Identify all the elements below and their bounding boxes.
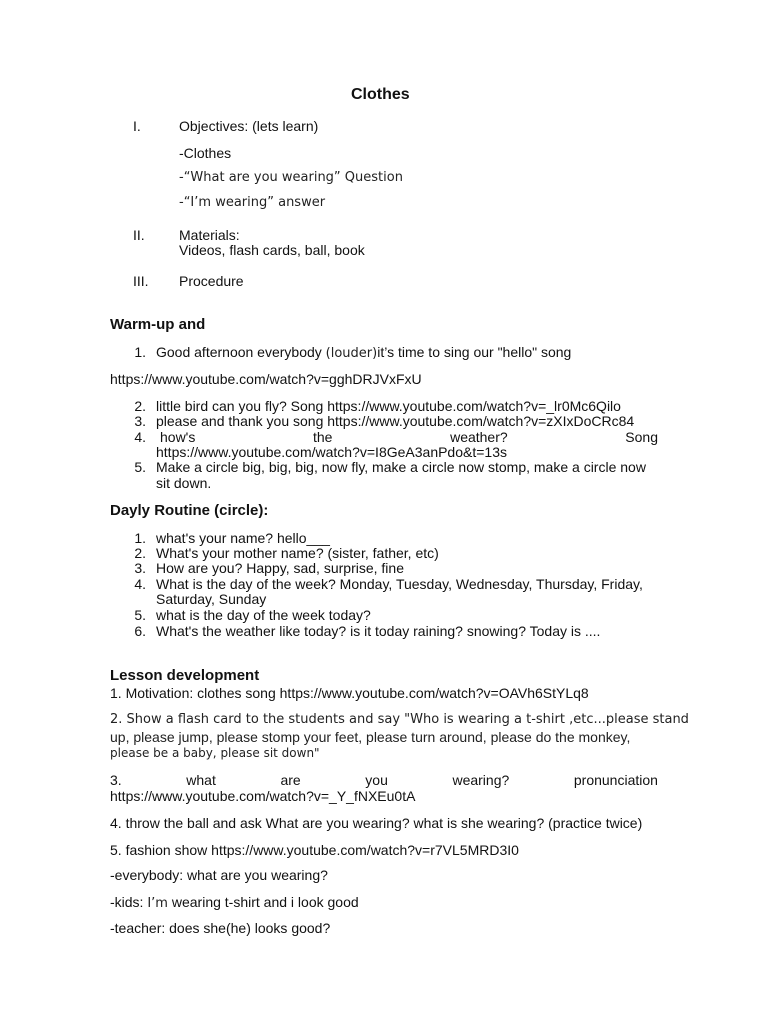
lesson-motivation: 1. Motivation: clothes song https://www.youtube.com/watch?v=OAVh6StYLq8 [110, 685, 589, 701]
list-item: How are you? Happy, sad, surprise, fine [156, 560, 404, 576]
section-heading-warmup: Warm-up and [110, 316, 206, 333]
section-heading-lesson: Lesson development [110, 667, 260, 684]
list-number: 6. [134, 623, 146, 639]
song-url: https://www.youtube.com/watch?v=gghDRJVxFxU [110, 371, 422, 387]
list-item: What's the weather like today? is it today raining? snowing? Today is .... [156, 623, 601, 639]
lesson-item-5: 5. fashion show https://www.youtube.com/watch?v=r7VL5MRD3I0 [110, 842, 519, 858]
word: you [365, 772, 388, 788]
section-heading-routine: Dayly Routine (circle): [110, 502, 269, 519]
dialogue-teacher: -teacher: does she(he) looks good? [110, 920, 331, 936]
objective-line: -Clothes [179, 145, 232, 161]
outline-numeral: III. [133, 273, 149, 289]
word: pronunciation [573, 772, 658, 788]
outline-label: Procedure [179, 273, 244, 289]
list-item-justified [160, 429, 658, 445]
objective-line: -“What are you wearing” Question [179, 170, 403, 185]
list-number: 1. [134, 530, 146, 546]
word: Song [625, 429, 658, 445]
song-url: https://www.youtube.com/watch?v=I8GeA3anPdo&t=13s [156, 444, 507, 460]
word: weather? [450, 429, 508, 445]
list-number: 5. [134, 607, 146, 623]
list-item-text: Good afternoon everybody [156, 344, 326, 360]
list-item [156, 344, 571, 362]
dialogue-everybody: -everybody: what are you wearing? [110, 867, 328, 883]
list-number: 1. [134, 344, 146, 360]
list-item-continued: Saturday, Sunday [156, 591, 267, 607]
word: the [312, 429, 333, 445]
contraction: I’m [147, 896, 168, 911]
outline-label: Objectives: (lets learn) [179, 118, 319, 134]
outline-numeral: II. [133, 227, 145, 243]
list-item-text: it’s time to sing our "hello" song [377, 344, 572, 360]
list-number: 2. [134, 545, 146, 561]
list-item: please and thank you song https://www.youtube.com/watch?v=zXIxDoCRc84 [156, 413, 635, 429]
word: wearing? [452, 772, 510, 788]
lesson-flash-card: please be a baby, please sit down" [110, 746, 320, 760]
list-item: Make a circle big, big, big, now fly, make a circle now stomp, make a circle now [156, 459, 646, 475]
objective-line: -“I’m wearing” answer [179, 195, 326, 210]
lesson-item-3 [110, 772, 658, 788]
outline-numeral: I. [133, 118, 141, 134]
list-number: 5. [134, 459, 146, 475]
list-item: little bird can you fly? Song https://www.youtube.com/watch?v=_lr0Mc6Qilo [156, 398, 621, 414]
lesson-flash-card: up, please jump, please stomp your feet, please turn around, please do the monkey, [110, 729, 631, 745]
outline-item-objectives [133, 118, 173, 134]
word: 3. [110, 772, 122, 788]
document-title: Clothes [351, 86, 410, 103]
song-url: https://www.youtube.com/watch?v=_Y_fNXEu0tA [110, 788, 416, 804]
lesson-item-4: 4. throw the ball and ask What are you wearing? what is she wearing? (practice twice) [110, 815, 643, 831]
list-item-aside: (louder) [325, 346, 378, 361]
word: how's [160, 429, 196, 445]
list-item: what is the day of the week today? [156, 607, 371, 623]
list-number: 3. [134, 560, 146, 576]
line-text: wearing t-shirt and i look good [167, 894, 359, 910]
list-item: What's your mother name? (sister, father, etc) [156, 545, 439, 561]
list-item: what's your name? hello___ [156, 530, 330, 546]
list-item-continued: sit down. [156, 475, 212, 491]
word: what [186, 772, 216, 788]
list-number: 4. [134, 429, 146, 445]
list-number: 2. [134, 398, 146, 414]
outline-label: Materials: [179, 227, 240, 243]
dialogue-kids [110, 894, 359, 912]
list-number: 4. [134, 576, 146, 592]
list-item: What is the day of the week? Monday, Tuesday, Wednesday, Thursday, Friday, [156, 576, 643, 592]
materials-list: Videos, flash cards, ball, book [179, 242, 365, 258]
speaker: -kids: [110, 894, 148, 910]
lesson-flash-card: 2. Show a flash card to the students and say "Who is wearing a t-shirt ,etc...please stand [110, 712, 689, 727]
word: are [280, 772, 301, 788]
list-number: 3. [134, 413, 146, 429]
